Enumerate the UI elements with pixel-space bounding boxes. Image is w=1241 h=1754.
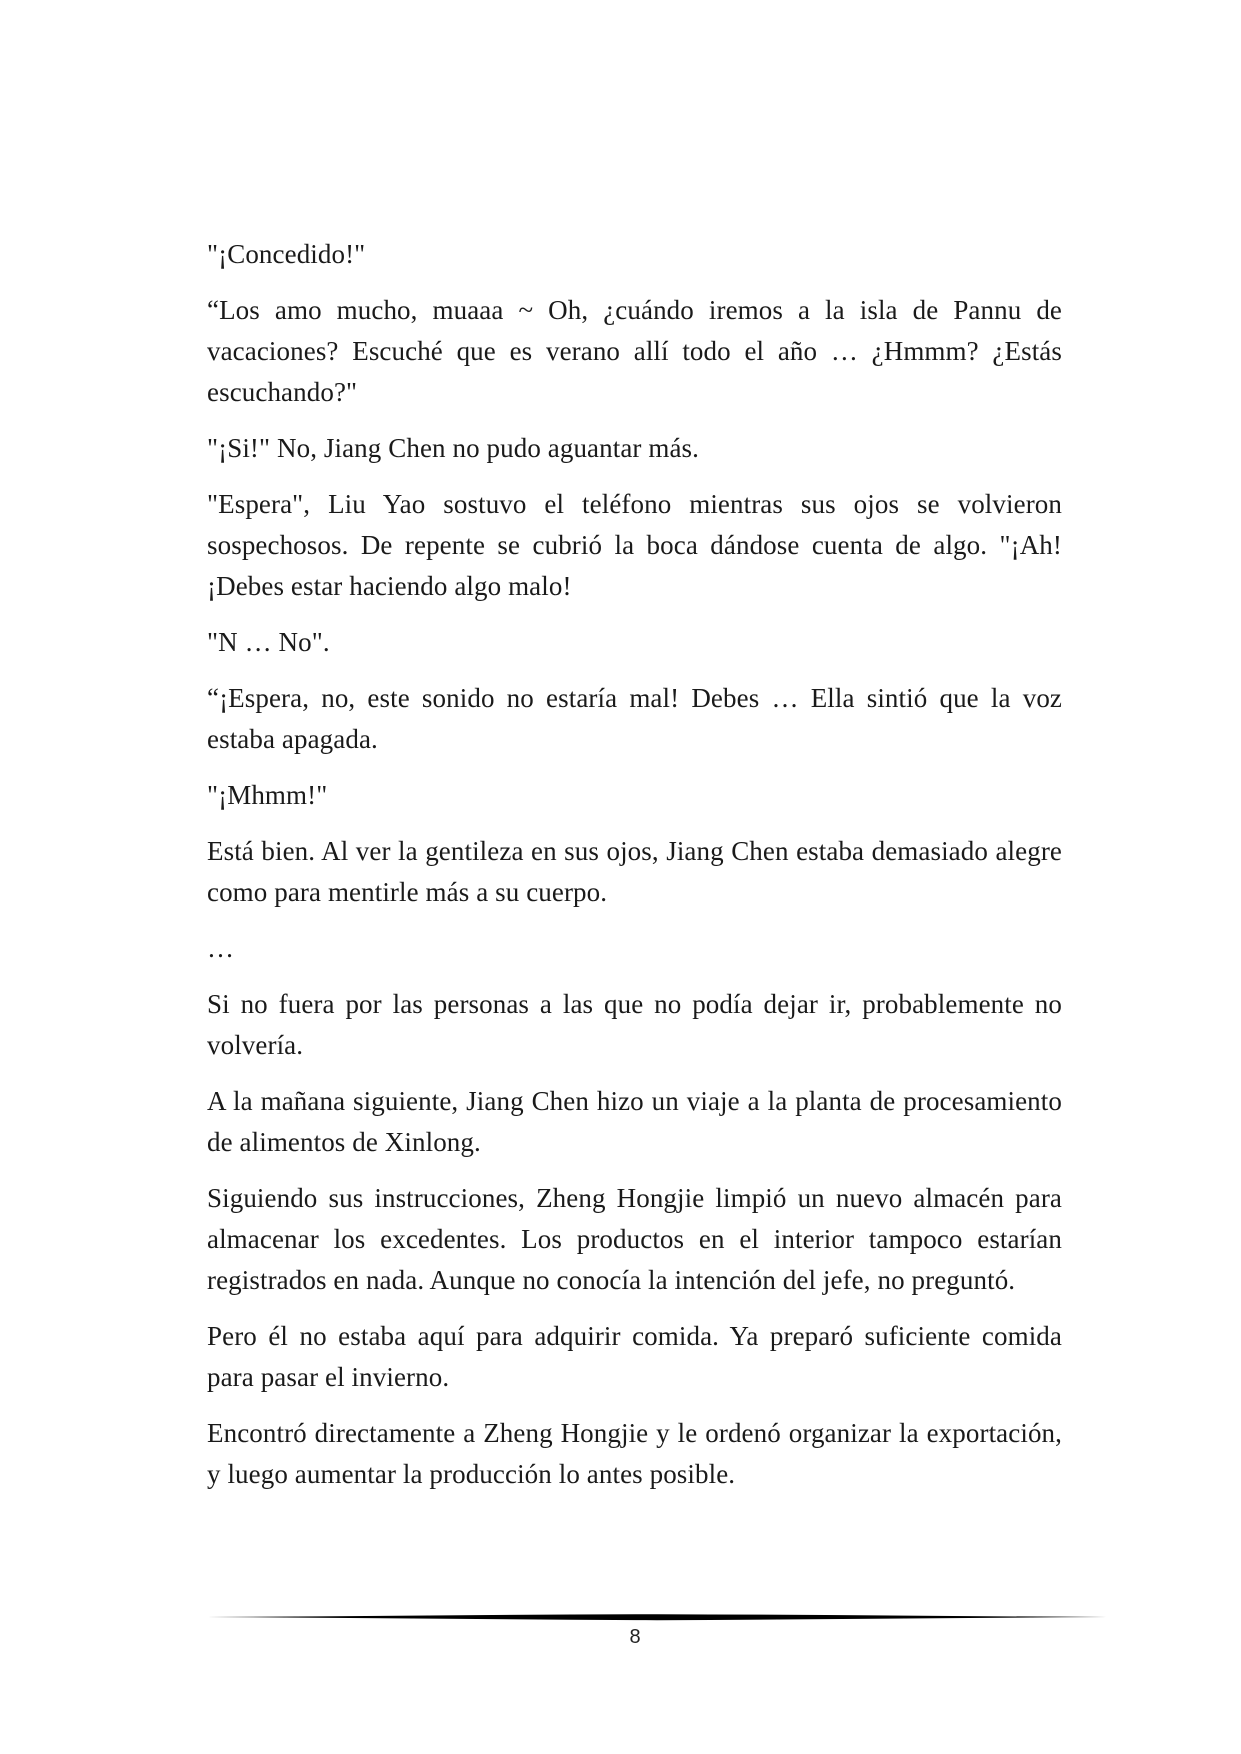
paragraph: Siguiendo sus instrucciones, Zheng Hongjie limpió un nuevo almacén para almacenar los excedentes. Los productos en el interior tampoco estarían registrados en nada. Aunque no conocía la intención del jefe, no preguntó. (207, 1183, 1062, 1295)
paragraph: “¡Espera, no, este sonido no estaría mal! Debes … Ella sintió que la voz estaba apagada. (207, 683, 1062, 754)
paragraph: A la mañana siguiente, Jiang Chen hizo un viaje a la planta de procesamiento de alimentos de Xinlong. (207, 1086, 1062, 1157)
paragraph: "N … No". (207, 627, 330, 657)
footer-rule (207, 1612, 1107, 1622)
paragraph: … (207, 933, 235, 963)
page-number: 8 (629, 1626, 641, 1648)
paragraph: "¡Si!" No, Jiang Chen no pudo aguantar más. (207, 433, 700, 463)
paragraph: "¡Concedido!" (207, 239, 366, 269)
paragraph: Encontró directamente a Zheng Hongjie y le ordenó organizar la exportación, y luego aumentar la producción lo antes posible. (207, 1418, 1062, 1489)
paragraph: “Los amo mucho, muaaa ~ Oh, ¿cuándo iremos a la isla de Pannu de vacaciones? Escuché que es verano allí todo el año … ¿Hmmm? ¿Estás escuchando?" (207, 295, 1062, 407)
body-text (207, 234, 1062, 1510)
paragraph: Está bien. Al ver la gentileza en sus ojos, Jiang Chen estaba demasiado alegre como para mentirle más a su cuerpo. (207, 836, 1062, 907)
paragraph: "¡Mhmm!" (207, 780, 328, 810)
paragraph: "Espera", Liu Yao sostuvo el teléfono mientras sus ojos se volvieron sospechosos. De repente se cubrió la boca dándose cuenta de algo. "¡Ah! ¡Debes estar haciendo algo malo! (207, 489, 1062, 601)
paragraph: Si no fuera por las personas a las que no podía dejar ir, probablemente no volvería. (207, 989, 1062, 1060)
paragraph: Pero él no estaba aquí para adquirir comida. Ya preparó suficiente comida para pasar el invierno. (207, 1321, 1062, 1392)
